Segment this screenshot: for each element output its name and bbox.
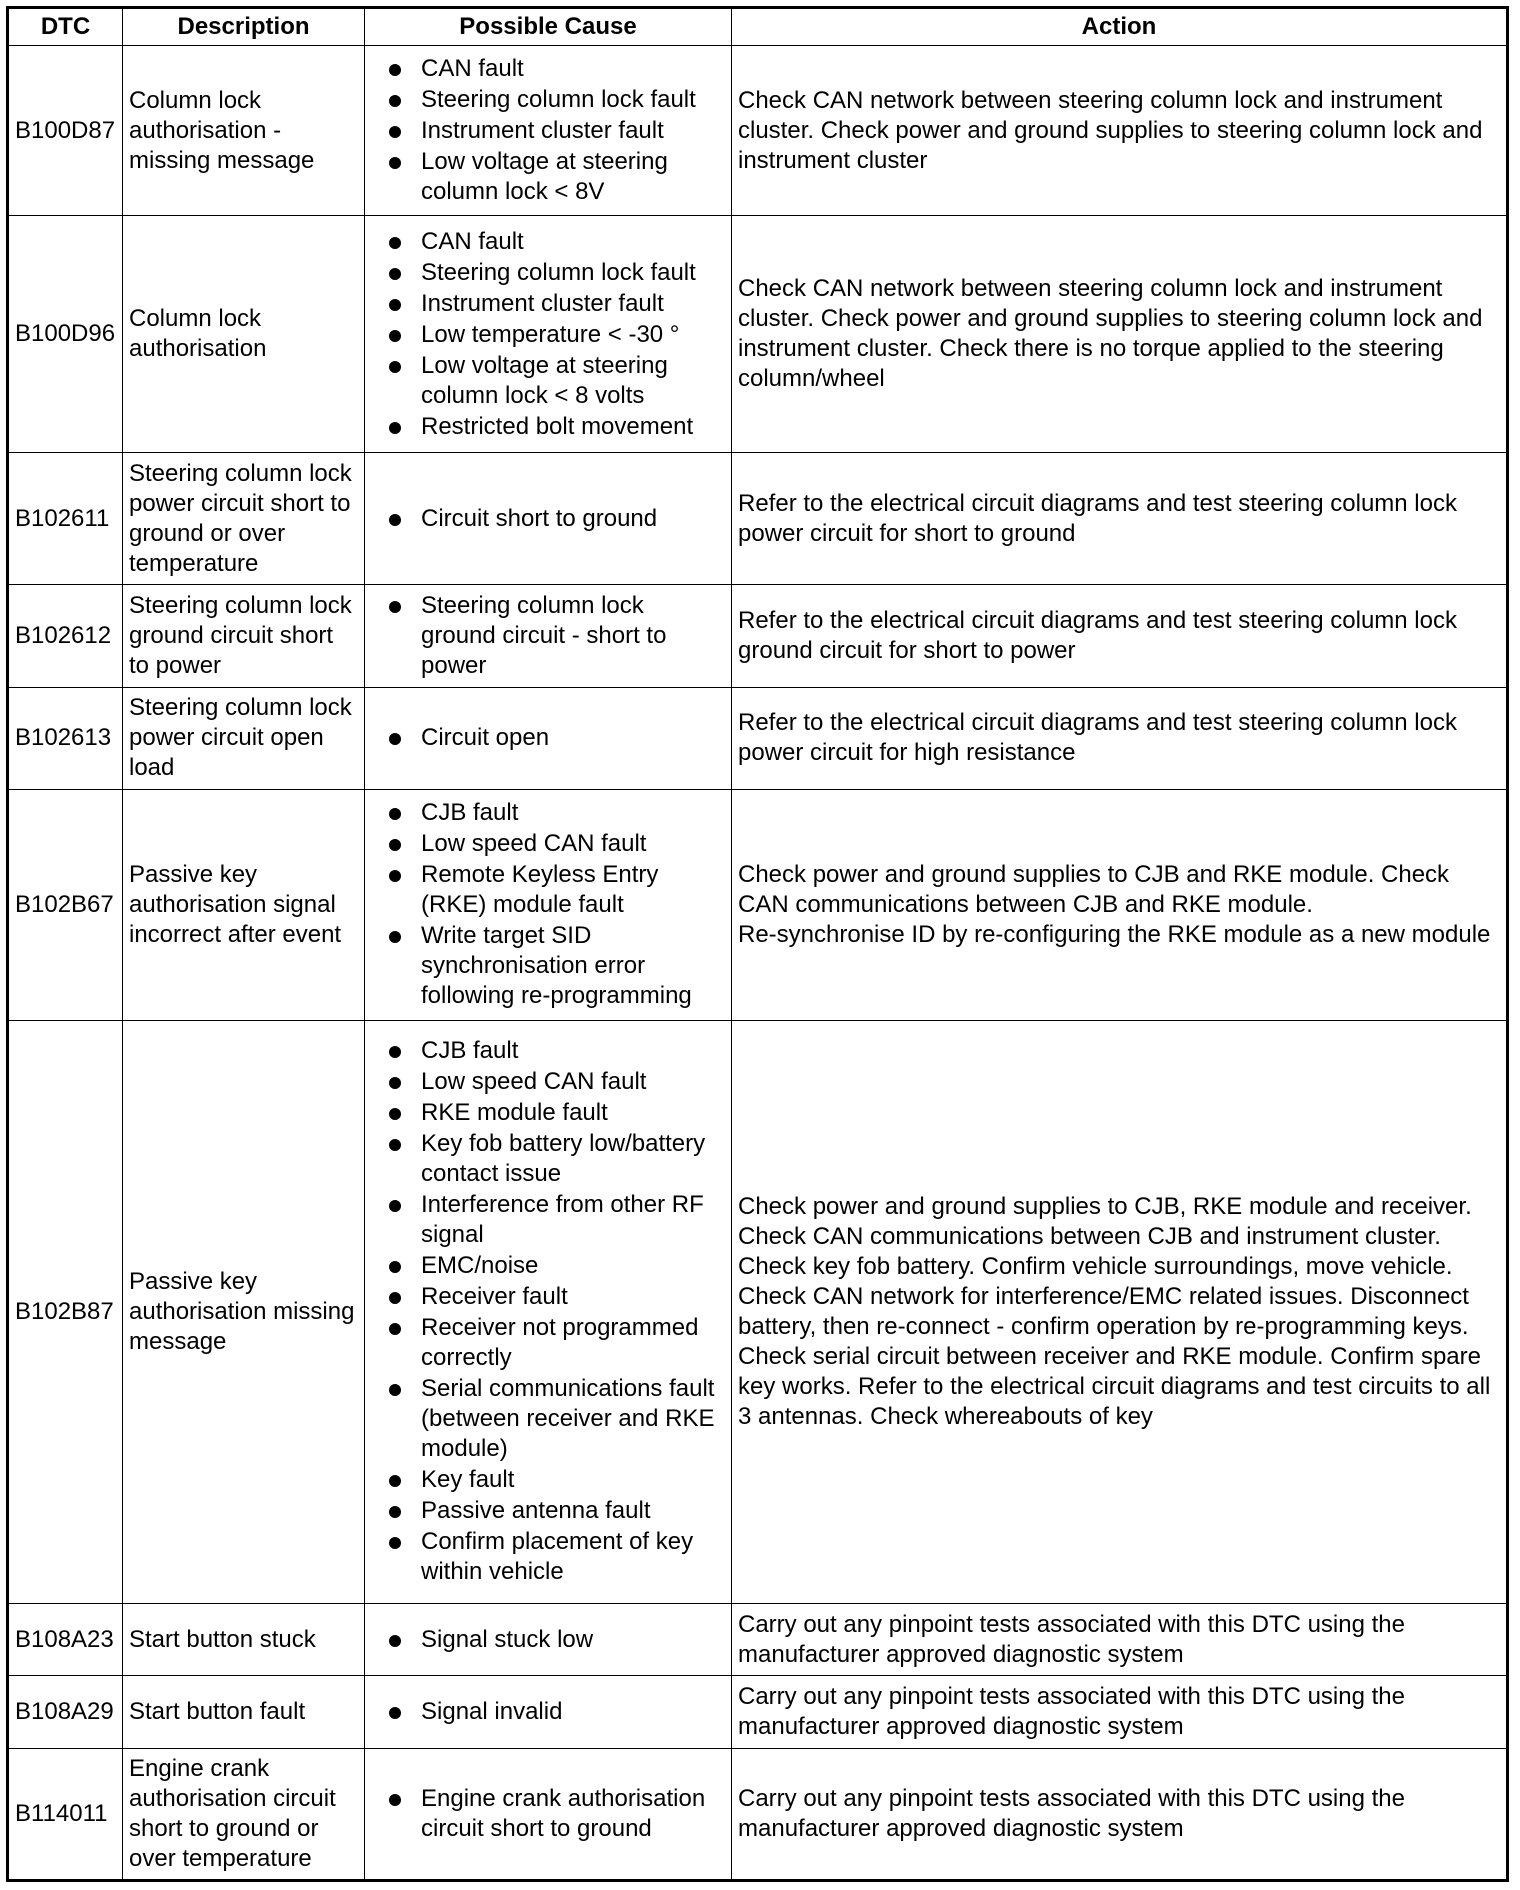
table-row [8,789,1508,1020]
cause-item: Key fault [371,1465,725,1495]
cause-item: Passive antenna fault [371,1496,725,1526]
action-text: Check CAN network between steering column lock and instrument cluster. Check power and ground supplies to steering column lock and instrument cluster. Check there is no torque applied to the steering column/wheel [732,216,1508,453]
dtc-code: B108A23 [8,1604,123,1676]
cause-list [371,798,725,1011]
cause-item: Write target SID synchronisation error following re-programming [371,921,725,1011]
cause-item: Steering column lock fault [371,85,725,115]
cause-item: Steering column lock fault [371,258,725,288]
header-description: Description [123,8,365,46]
cause-list [371,1625,725,1655]
possible-cause-cell [365,1676,732,1748]
cause-item: Circuit open [371,723,725,753]
cause-list [371,1036,725,1587]
cause-list [371,1697,725,1727]
cause-list [371,723,725,753]
cause-item: Key fob battery low/battery contact issue [371,1129,725,1189]
cause-item: CJB fault [371,798,725,828]
dtc-description: Passive key authorisation signal incorrect after event [123,789,365,1020]
table-row [8,687,1508,789]
cause-item: Remote Keyless Entry (RKE) module fault [371,860,725,920]
dtc-code: B108A29 [8,1676,123,1748]
action-text: Check power and ground supplies to CJB and RKE module. Check CAN communications between CJB and RKE module. Re-synchronise ID by re-configuring the RKE module as a new module [732,789,1508,1020]
table-row [8,216,1508,453]
cause-list [371,227,725,442]
table-row [8,1604,1508,1676]
cause-item: Circuit short to ground [371,504,725,534]
dtc-table [6,6,1509,1882]
cause-item: Receiver not programmed correctly [371,1313,725,1373]
cause-item: RKE module fault [371,1098,725,1128]
dtc-code: B102613 [8,687,123,789]
dtc-code: B102611 [8,453,123,585]
dtc-description: Start button stuck [123,1604,365,1676]
action-text: Refer to the electrical circuit diagrams and test steering column lock ground circuit for short to power [732,585,1508,687]
action-text: Carry out any pinpoint tests associated with this DTC using the manufacturer approved diagnostic system [732,1676,1508,1748]
cause-item: Instrument cluster fault [371,116,725,146]
cause-item: CAN fault [371,54,725,84]
cause-item: Engine crank authorisation circuit short to ground [371,1784,725,1844]
action-text: Check CAN network between steering column lock and instrument cluster. Check power and ground supplies to steering column lock and instrument cluster [732,46,1508,216]
cause-item: Low temperature < -30 ° [371,320,725,350]
cause-list [371,591,725,681]
cause-item: EMC/noise [371,1251,725,1281]
cause-list [371,504,725,534]
action-text: Refer to the electrical circuit diagrams and test steering column lock power circuit for short to ground [732,453,1508,585]
table-row [8,46,1508,216]
possible-cause-cell [365,1020,732,1604]
possible-cause-cell [365,216,732,453]
dtc-description: Steering column lock ground circuit short to power [123,585,365,687]
action-text: Refer to the electrical circuit diagrams and test steering column lock power circuit for high resistance [732,687,1508,789]
table-header-row [8,8,1508,46]
cause-item: Signal invalid [371,1697,725,1727]
possible-cause-cell [365,1748,732,1880]
dtc-description: Passive key authorisation missing message [123,1020,365,1604]
header-dtc: DTC [8,8,123,46]
action-text: Carry out any pinpoint tests associated with this DTC using the manufacturer approved diagnostic system [732,1748,1508,1880]
dtc-code: B102B67 [8,789,123,1020]
cause-item: Signal stuck low [371,1625,725,1655]
dtc-description: Steering column lock power circuit open load [123,687,365,789]
dtc-code: B114011 [8,1748,123,1880]
cause-item: CAN fault [371,227,725,257]
cause-item: CJB fault [371,1036,725,1066]
dtc-description: Start button fault [123,1676,365,1748]
table-row [8,1020,1508,1604]
cause-item: Low speed CAN fault [371,1067,725,1097]
table-row [8,1676,1508,1748]
cause-item: Steering column lock ground circuit - short to power [371,591,725,681]
possible-cause-cell [365,789,732,1020]
dtc-code: B100D87 [8,46,123,216]
possible-cause-cell [365,1604,732,1676]
cause-item: Restricted bolt movement [371,412,725,442]
cause-list [371,1784,725,1844]
cause-item: Receiver fault [371,1282,725,1312]
table-row [8,453,1508,585]
table-body [8,46,1508,1881]
cause-item: Serial communications fault (between receiver and RKE module) [371,1374,725,1464]
header-possible-cause: Possible Cause [365,8,732,46]
action-text: Check power and ground supplies to CJB, RKE module and receiver. Check CAN communications between CJB and instrument cluster. Check key fob battery. Confirm vehicle surroundings, move vehicle. Check CAN network for interference/EMC related issues. Disconnect battery, then re-connect - confirm operation by re-programming keys. Check serial circuit between receiver and RKE module. Confirm spare key works. Refer to the electrical circuit diagrams and test circuits to all 3 antennas. Check whereabouts of key [732,1020,1508,1604]
cause-item: Confirm placement of key within vehicle [371,1527,725,1587]
possible-cause-cell [365,687,732,789]
dtc-code: B100D96 [8,216,123,453]
dtc-description: Steering column lock power circuit short to ground or over temperature [123,453,365,585]
dtc-code: B102612 [8,585,123,687]
dtc-description: Column lock authorisation [123,216,365,453]
table-row [8,585,1508,687]
header-action: Action [732,8,1508,46]
cause-item: Low voltage at steering column lock < 8V [371,147,725,207]
possible-cause-cell [365,453,732,585]
dtc-description: Engine crank authorisation circuit short to ground or over temperature [123,1748,365,1880]
possible-cause-cell [365,46,732,216]
cause-item: Low voltage at steering column lock < 8 volts [371,351,725,411]
possible-cause-cell [365,585,732,687]
cause-item: Instrument cluster fault [371,289,725,319]
cause-item: Low speed CAN fault [371,829,725,859]
dtc-description: Column lock authorisation - missing message [123,46,365,216]
table-row [8,1748,1508,1880]
cause-list [371,54,725,207]
action-text: Carry out any pinpoint tests associated with this DTC using the manufacturer approved diagnostic system [732,1604,1508,1676]
dtc-code: B102B87 [8,1020,123,1604]
cause-item: Interference from other RF signal [371,1190,725,1250]
